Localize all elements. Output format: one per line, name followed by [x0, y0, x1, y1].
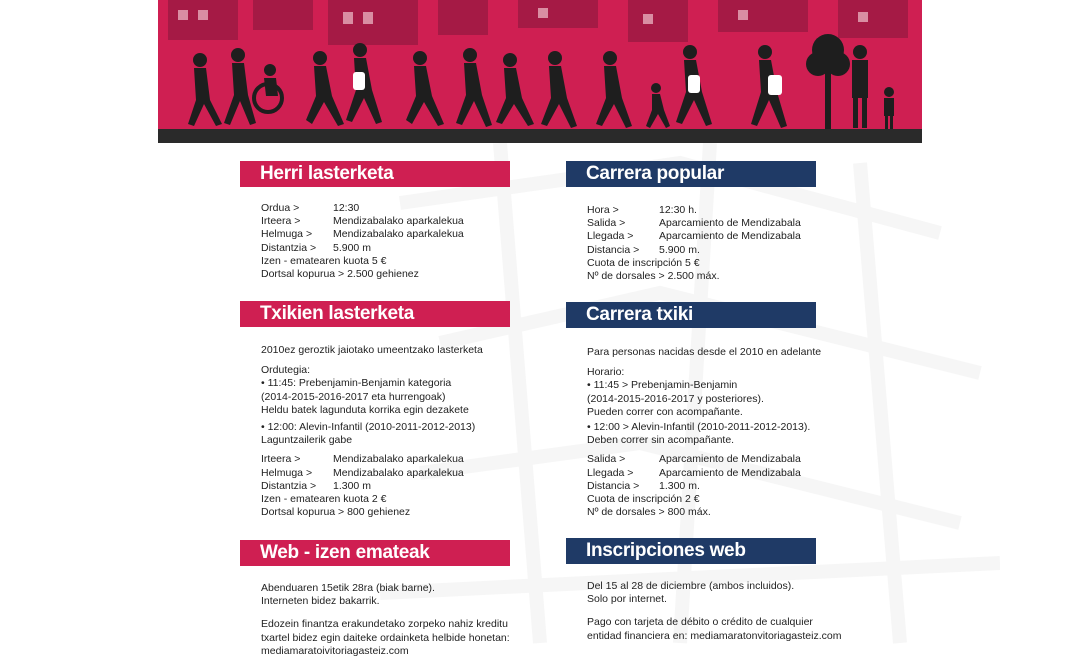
right-column-spanish	[566, 161, 816, 283]
schedule-item-1: • 11:45: Prebenjamin-Benjamin kategoria (2014-2015-2016-2017 eta hurrengoak) Heldu batek lagunduta korrika egin dezakete	[261, 377, 469, 416]
bibs-text: Dortsal kopurua > 2.500 gehienez	[261, 268, 419, 281]
payment-text: Edozein finantza erakundetako zorpeko nahiz kreditu txartel bidez egin daiteke ordainketa helbide honetan: mediamaratoivitoriagasteiz.com	[261, 618, 510, 657]
txikien-lasterketa-details	[261, 344, 510, 519]
schedule-item-2: • 12:00 > Alevin-Infantil (2010-2011-2012-2013). Deben correr sin acompañante.	[587, 421, 811, 447]
section-title-txikien-lasterketa: Txikien lasterketa	[240, 301, 510, 327]
detail-row: Helmuga > Mendizabalako aparkalekua	[261, 228, 464, 241]
runners-banner-illustration	[158, 0, 922, 143]
detail-row: Llegada > Aparcamiento de Mendizabala	[587, 230, 801, 243]
detail-row: Irteera > Mendizabalako aparkalekua	[261, 453, 464, 466]
herri-lasterketa-details	[261, 202, 510, 281]
left-column-txikien	[240, 301, 510, 519]
detail-row: Distantzia > 1.300 m	[261, 479, 371, 492]
inscripciones-web-details	[587, 580, 877, 643]
section-title-inscripciones-web: Inscripciones web	[566, 538, 816, 564]
carrera-popular-details	[587, 204, 816, 283]
right-column-web	[566, 538, 842, 643]
fee-text: Cuota de inscripción 5 €	[587, 256, 700, 269]
left-column-basque	[240, 161, 510, 281]
intro-text: Para personas nacidas desde el 2010 en adelante	[587, 346, 822, 358]
detail-row: Distantzia > 5.900 m	[261, 241, 371, 254]
intro-text: 2010ez geroztik jaiotako umeentzako lasterketa	[261, 344, 483, 356]
banner-ground-strip	[158, 129, 922, 143]
left-column-web	[240, 540, 510, 658]
schedule-item-1: • 11:45 > Prebenjamin-Benjamin (2014-2015-2016-2017 y posteriores). Pueden correr con acompañante.	[587, 379, 764, 418]
fee-text: Cuota de inscripción 2 €	[587, 493, 700, 506]
detail-row: Hora > 12:30 h.	[587, 204, 697, 216]
dates-text: Abenduaren 15etik 28ra (biak barne). Interneten bidez bakarrik.	[261, 582, 435, 608]
fee-text: Izen - ematearen kuota 2 €	[261, 493, 387, 506]
section-title-carrera-txiki: Carrera txiki	[566, 302, 816, 328]
section-title-herri-lasterketa: Herri lasterketa	[240, 161, 510, 187]
section-title-carrera-popular: Carrera popular	[566, 161, 816, 187]
schedule-label: Ordutegia:	[261, 364, 311, 377]
detail-row: Helmuga > Mendizabalako aparkalekua	[261, 466, 464, 479]
section-title-web-izen-emateak: Web - izen emateak	[240, 540, 510, 566]
payment-text: Pago con tarjeta de débito o crédito de cualquier entidad financiera en: mediamaratonvitoriagasteiz.com	[587, 616, 842, 642]
carrera-txiki-details	[587, 346, 867, 519]
right-column-txiki	[566, 302, 822, 519]
detail-row: Distancia > 1.300 m.	[587, 479, 700, 492]
bibs-text: Nº de dorsales > 800 máx.	[587, 506, 711, 519]
detail-row: Irteera > Mendizabalako aparkalekua	[261, 215, 464, 228]
detail-row: Ordua > 12:30	[261, 202, 360, 214]
dates-text: Del 15 al 28 de diciembre (ambos incluidos). Solo por internet.	[587, 580, 795, 606]
detail-row: Llegada > Aparcamiento de Mendizabala	[587, 466, 801, 479]
detail-row: Distancia > 5.900 m.	[587, 243, 700, 256]
detail-row: Salida > Aparcamiento de Mendizabala	[587, 453, 801, 466]
schedule-item-2: • 12:00: Alevin-Infantil (2010-2011-2012-2013) Laguntzailerik gabe	[261, 421, 476, 447]
bibs-text: Nº de dorsales > 2.500 máx.	[587, 270, 720, 283]
schedule-label: Horario:	[587, 366, 625, 379]
fee-text: Izen - ematearen kuota 5 €	[261, 254, 387, 267]
web-izen-emateak-details	[261, 582, 510, 658]
bibs-text: Dortsal kopurua > 800 gehienez	[261, 506, 411, 519]
detail-row: Salida > Aparcamiento de Mendizabala	[587, 217, 801, 230]
